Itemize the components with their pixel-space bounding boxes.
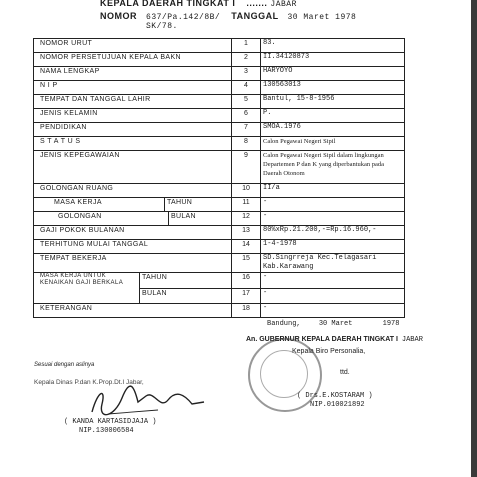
table-row: NOMOR URUT 1 83.	[34, 39, 405, 53]
footer-bureau: Kepala Biro Personalia,	[292, 348, 366, 355]
employee-data-table	[33, 38, 405, 318]
table-row: MASA KERJA UNTUK KENAIKAN GAJI BERKALA TAHUN BULAN 16 -	[34, 273, 405, 289]
footer-official-name: ( Drs.E.KOSTARAM )	[297, 392, 373, 400]
signer-name: ( KANDA KARTASIDJAJA )	[64, 418, 157, 426]
copy-note: Sesuai dengan aslinya	[34, 362, 95, 368]
table-row: TEMPAT BEKERJA 15 SD.Singrreja Kec.Telagasari Kab.Karawang	[34, 254, 405, 273]
table-row: JENIS KEPEGAWAIAN 9 Calon Pegawai Negeri Sipil dalam lingkungan Departemen P dan K yang diperbantukan pada Daerah Otonom	[34, 151, 405, 184]
signer-nip: NIP.130006584	[79, 427, 134, 435]
table-row: 17 -	[34, 288, 405, 304]
footer-ttd: ttd.	[340, 369, 350, 376]
header-line-1: KEPALA DAERAH TINGKAT I ....... JABAR	[100, 0, 297, 9]
table-row: TERHITUNG MULAI TANGGAL 14 1-4-1978	[34, 240, 405, 254]
header-nomor: NOMOR 637/Pa.142/8B/ TANGGAL 30 Maret 1978	[100, 11, 357, 22]
table-row: KETERANGAN 18 -	[34, 304, 405, 318]
footer-governor-line: An. GUBERNUR KEPALA DAERAH TINGKAT I JABAR	[246, 336, 423, 344]
table-row: GOLONGAN RUANG 10 II/a	[34, 184, 405, 198]
header-nomor-cont: SK/78.	[146, 22, 178, 31]
table-row: NAMA LENGKAP 3 HARYOYO	[34, 67, 405, 81]
table-row: NOMOR PERSETUJUAN KEPALA BAKN 2 II.34120873	[34, 53, 405, 67]
copy-by: Kepala Dinas P.dan K.Prop.Dt.I Jabar,	[34, 379, 144, 386]
table-row: N I P 4 130563013	[34, 81, 405, 95]
table-row: GAJI POKOK BULANAN 13 80%xRp.21.200,-=Rp.16.960,-	[34, 226, 405, 240]
table-row: MASA KERJA TAHUN 11 -	[34, 198, 405, 212]
table-row: S T A T U S 8 Calon Pegawai Negeri Sipil	[34, 137, 405, 151]
table-row: GOLONGAN BULAN 12 -	[34, 212, 405, 226]
table-row: PENDIDIKAN 7 SMOA.1976	[34, 123, 405, 137]
signature	[88, 384, 208, 420]
scan-shadow-right	[471, 0, 477, 477]
table-row: JENIS KELAMIN 6 P.	[34, 109, 405, 123]
footer-place-date: Bandung, 30 Maret 1978	[267, 320, 400, 328]
table-row: TEMPAT DAN TANGGAL LAHIR 5 Bantul, 15-8-1956	[34, 95, 405, 109]
footer-official-nip: NIP.010021892	[310, 401, 365, 409]
